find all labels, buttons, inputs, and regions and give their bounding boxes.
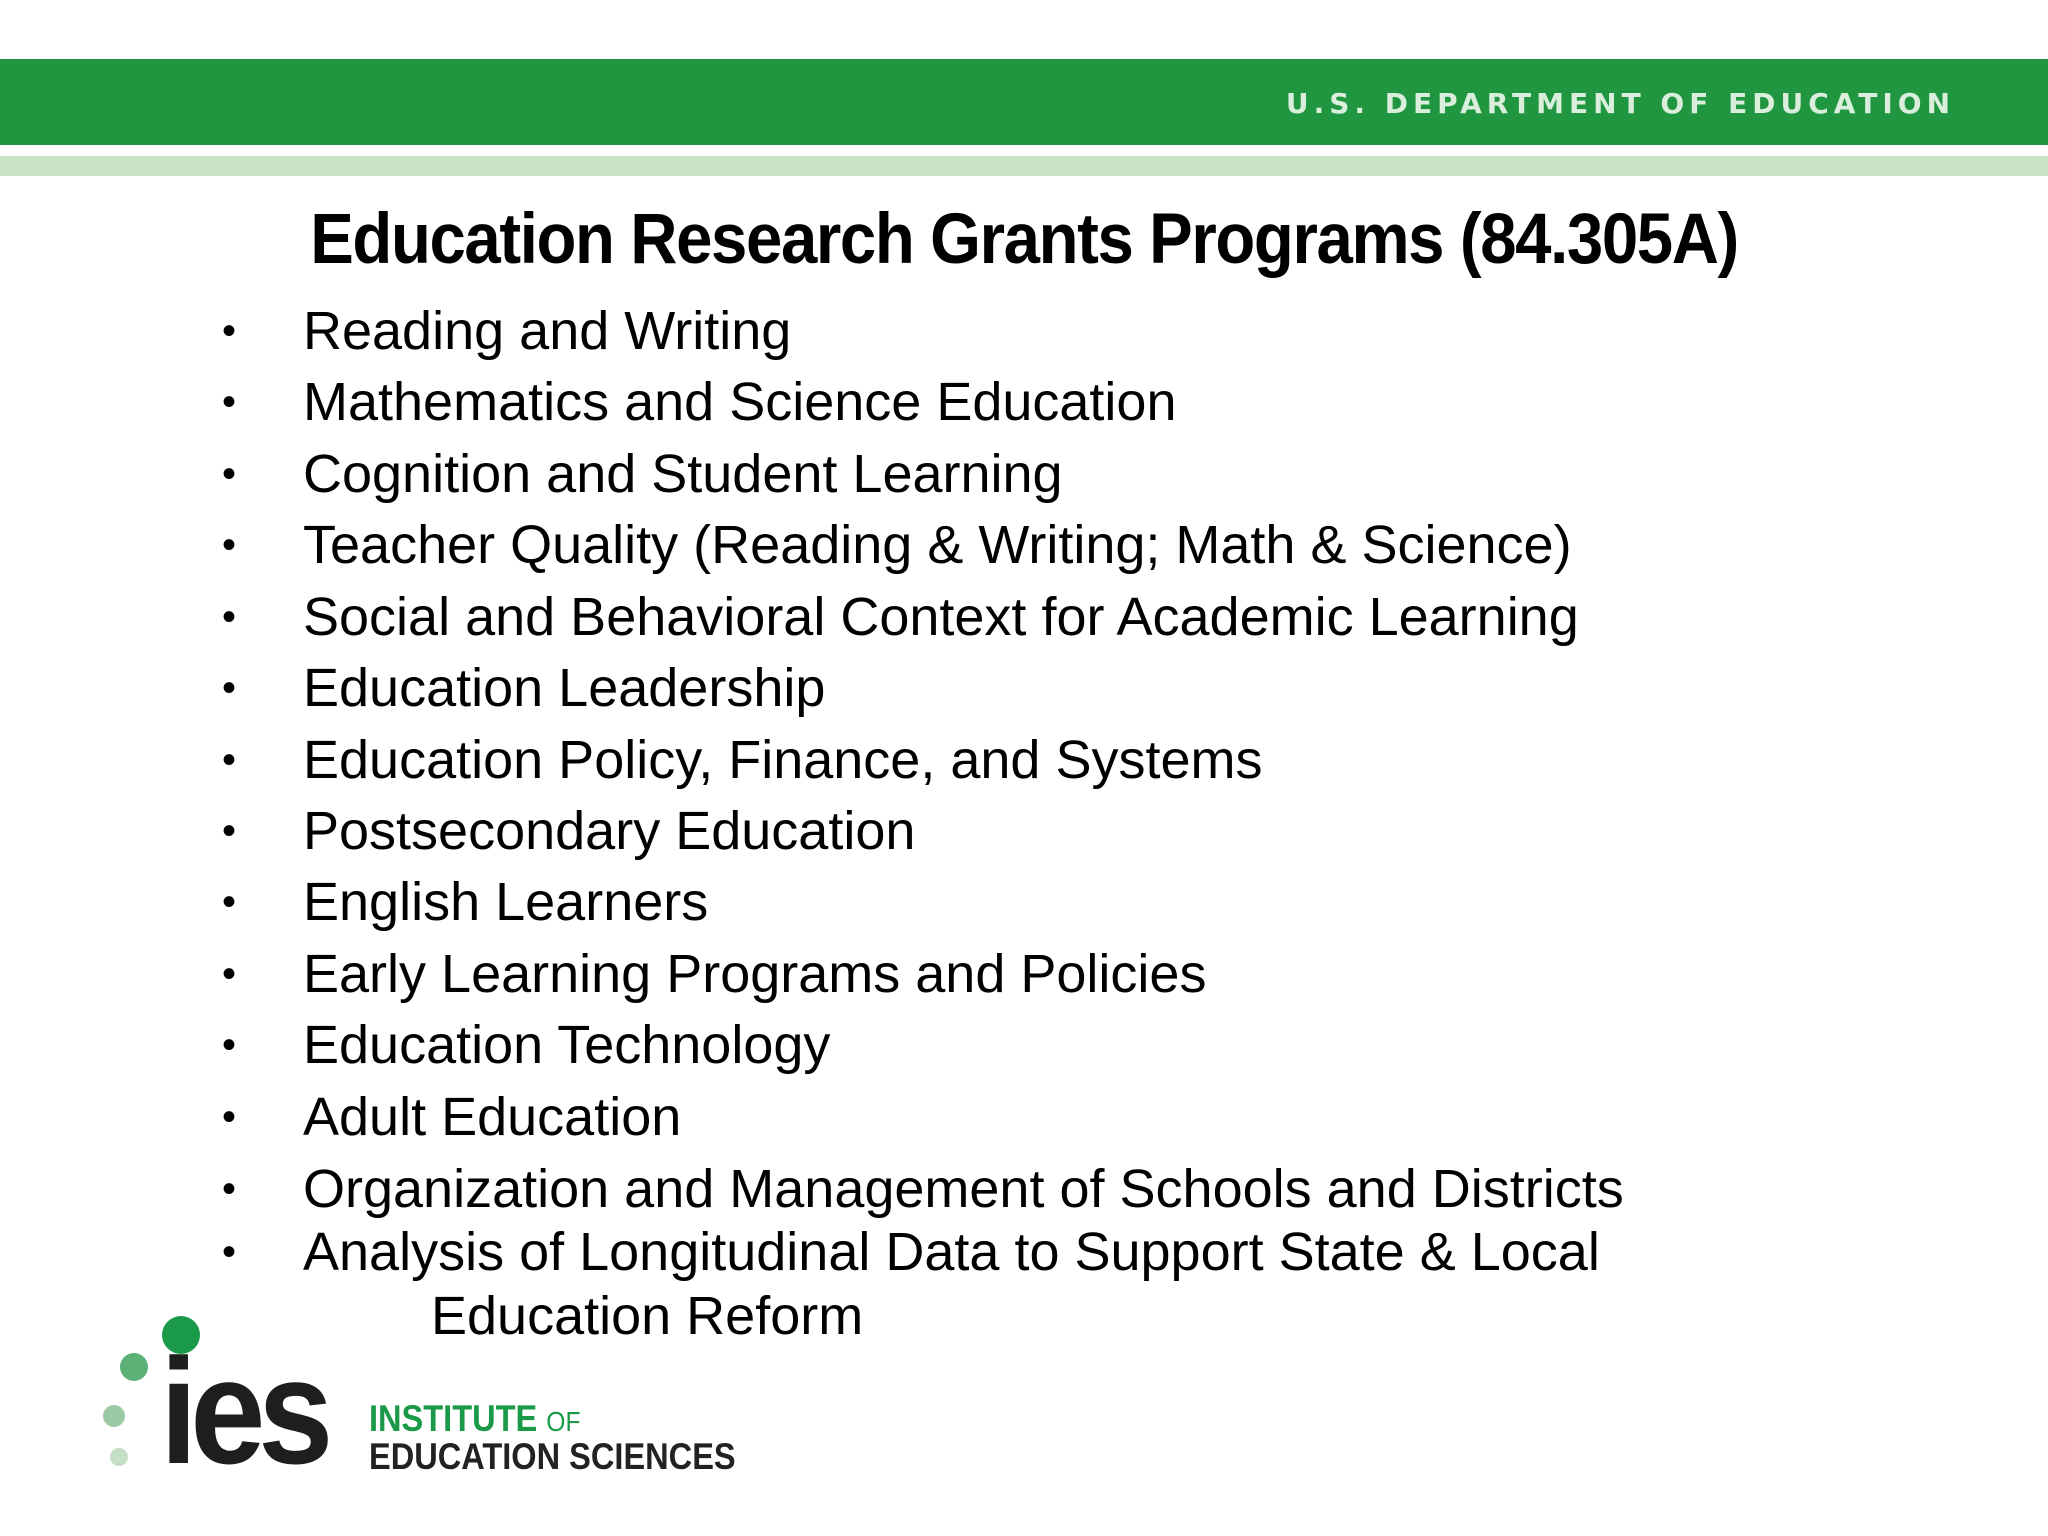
bullet-text-continuation: Education Reform	[431, 1286, 864, 1346]
bullet-dot: •	[222, 452, 237, 496]
bullet-text: Adult Education	[303, 1087, 682, 1147]
bullet-dot: •	[222, 523, 237, 567]
logo-of-word: OF	[546, 1406, 581, 1437]
bullet-text: Education Policy, Finance, and Systems	[303, 730, 1263, 790]
logo-institute-word: INSTITUTE	[369, 1398, 538, 1439]
bullet-item	[0, 299, 2048, 371]
logo-education-sciences-line: EDUCATION SCIENCES	[369, 1436, 736, 1477]
bullet-item	[0, 1157, 2048, 1229]
bullet-item	[0, 942, 2048, 1014]
bullet-dot: •	[222, 880, 237, 924]
bullet-text: Postsecondary Education	[303, 801, 916, 861]
bullet-item	[0, 442, 2048, 514]
bullet-dot: •	[222, 380, 237, 424]
logo-dot-tiny	[110, 1448, 128, 1466]
bullet-dot: •	[222, 809, 237, 853]
bullet-dot: •	[222, 952, 237, 996]
bullet-item	[0, 799, 2048, 871]
bullet-item	[0, 370, 2048, 442]
bullet-dot: •	[222, 666, 237, 710]
bullet-item	[0, 585, 2048, 657]
bullet-dot: •	[222, 1095, 237, 1139]
bullet-text: Teacher Quality (Reading & Writing; Math & Science)	[303, 515, 1572, 575]
bullet-text: Education Technology	[303, 1015, 831, 1075]
bullet-item	[0, 1013, 2048, 1085]
bullet-dot: •	[222, 1167, 237, 1211]
bullet-text: Social and Behavioral Context for Academic Learning	[303, 587, 1579, 647]
bullet-item	[0, 870, 2048, 942]
bullet-dot: •	[222, 1023, 237, 1067]
logo-institute-line	[369, 1400, 581, 1441]
bullet-item	[0, 513, 2048, 585]
bullet-item	[0, 1085, 2048, 1157]
bullet-dot: •	[222, 738, 237, 782]
bullet-text: Early Learning Programs and Policies	[303, 944, 1207, 1004]
bullet-item	[0, 728, 2048, 800]
logo-dot-small	[103, 1405, 125, 1427]
slide-title: Education Research Grants Programs (84.305A)	[310, 200, 1738, 279]
department-name: U.S. DEPARTMENT OF EDUCATION	[1285, 87, 1955, 120]
bullet-text: Analysis of Longitudinal Data to Support State & Local	[303, 1222, 1600, 1282]
bullet-dot: •	[222, 1230, 237, 1274]
bullet-text: Organization and Management of Schools and Districts	[303, 1159, 1624, 1219]
bullet-dot: •	[222, 309, 237, 353]
ies-logo	[100, 1308, 760, 1495]
bullet-text: English Learners	[303, 872, 709, 932]
logo-mark: ies	[160, 1327, 327, 1495]
bullet-text: Education Leadership	[303, 658, 826, 718]
bullet-text: Cognition and Student Learning	[303, 444, 1063, 504]
bullet-text: Mathematics and Science Education	[303, 372, 1177, 432]
bullet-item	[0, 656, 2048, 728]
bullet-dot: •	[222, 595, 237, 639]
logo-dot-medium	[120, 1353, 148, 1381]
bullet-text: Reading and Writing	[303, 301, 792, 361]
bullet-item	[0, 1220, 2048, 1346]
